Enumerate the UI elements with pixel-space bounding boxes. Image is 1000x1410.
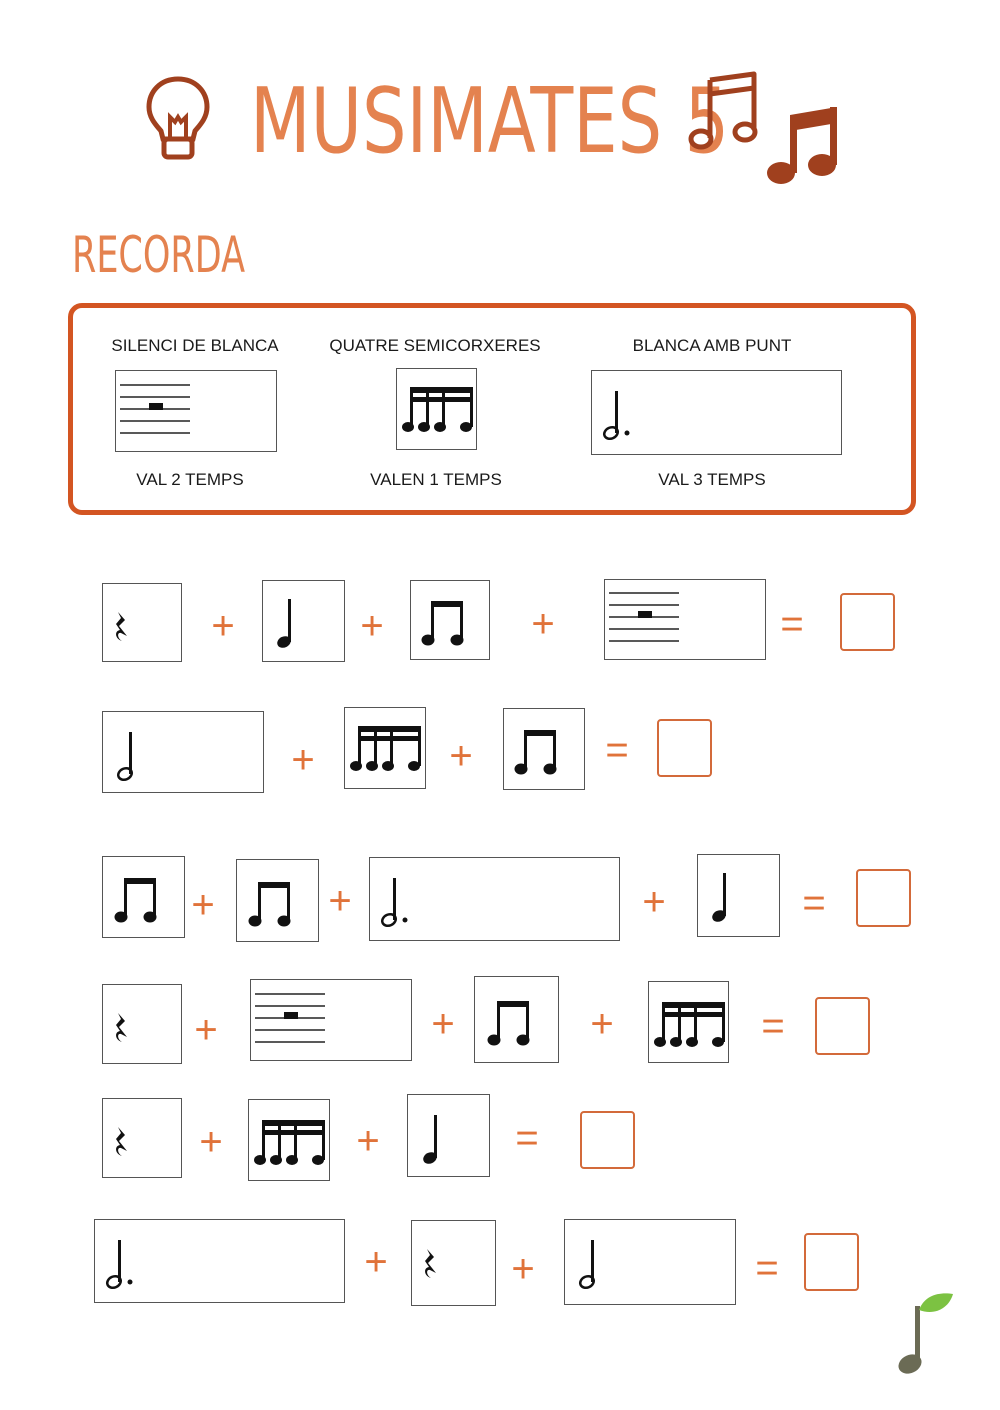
plus-sign: +	[531, 602, 555, 646]
remember-symbol-half-rest	[115, 370, 277, 452]
plus-sign: +	[194, 1008, 218, 1052]
plus-sign: +	[199, 1120, 223, 1164]
plus-sign: +	[328, 879, 352, 923]
plus-sign: +	[511, 1247, 535, 1291]
exercise-5-quarter-rest	[102, 1098, 182, 1178]
plus-sign: +	[590, 1002, 614, 1046]
plus-sign: +	[211, 604, 235, 648]
dotted-half-symbol	[95, 1220, 346, 1304]
equals-sign: =	[761, 1004, 785, 1048]
exercise-5-four-sixteenths	[248, 1099, 330, 1181]
two-eighths-symbol	[103, 857, 186, 939]
exercise-3-two-eighths-b	[236, 859, 319, 942]
exercise-6-answer-box[interactable]	[804, 1233, 859, 1291]
exercise-4-quarter-rest	[102, 984, 182, 1064]
half-rest-symbol	[116, 371, 278, 453]
plus-sign: +	[191, 883, 215, 927]
plus-sign: +	[431, 1002, 455, 1046]
remember-value-half-rest: VAL 2 TEMPS	[136, 470, 244, 489]
two-eighths-symbol	[504, 709, 586, 791]
four-sixteenths-symbol	[649, 982, 730, 1064]
quarter-rest-symbol	[103, 584, 183, 663]
four-sixteenths-symbol	[249, 1100, 331, 1182]
remember-symbol-dotted-half	[591, 370, 842, 455]
equals-sign: =	[780, 602, 804, 646]
exercise-6-quarter-rest	[411, 1220, 496, 1306]
remember-value-four-sixteenths: VALEN 1 TEMPS	[370, 470, 502, 489]
equals-sign: =	[755, 1246, 779, 1290]
exercise-1-half-rest	[604, 579, 766, 660]
quarter-note-symbol	[698, 855, 781, 938]
remember-label-four-sixteenths: QUATRE SEMICORXERES	[329, 336, 541, 355]
quarter-rest-symbol	[103, 985, 183, 1065]
plus-sign: +	[642, 880, 666, 924]
plus-sign: +	[449, 734, 473, 778]
half-rest-symbol	[251, 980, 413, 1062]
four-sixteenths-symbol	[397, 369, 478, 451]
exercise-4-four-sixteenths	[648, 981, 729, 1063]
exercise-3-dotted-half	[369, 857, 620, 941]
lightbulb-icon	[145, 75, 211, 161]
exercise-2-two-eighths	[503, 708, 585, 790]
exercise-1-two-eighths	[410, 580, 490, 660]
remember-symbol-four-sixteenths	[396, 368, 477, 450]
exercise-2-answer-box[interactable]	[657, 719, 712, 777]
eighth-notes-outline-icon	[688, 70, 760, 154]
quarter-note-symbol	[408, 1095, 491, 1178]
equals-sign: =	[605, 728, 629, 772]
exercise-1-quarter-note	[262, 580, 345, 662]
half-note-symbol	[565, 1220, 737, 1306]
equals-sign: =	[515, 1116, 539, 1160]
two-eighths-symbol	[475, 977, 560, 1064]
quarter-rest-symbol	[412, 1221, 497, 1307]
dotted-half-symbol	[592, 371, 843, 456]
section-heading: RECORDA	[72, 226, 246, 284]
plus-sign: +	[356, 1119, 380, 1163]
equals-sign: =	[802, 881, 826, 925]
exercise-4-half-rest	[250, 979, 412, 1061]
exercise-4-answer-box[interactable]	[815, 997, 870, 1055]
two-eighths-symbol	[411, 581, 491, 661]
two-eighths-symbol	[237, 860, 320, 943]
exercise-6-dotted-half	[94, 1219, 345, 1303]
exercise-4-two-eighths	[474, 976, 559, 1063]
exercise-1-quarter-rest	[102, 583, 182, 662]
exercise-1-answer-box[interactable]	[840, 593, 895, 651]
music-note-leaf-logo	[895, 1290, 957, 1376]
page-title: MUSIMATES 5	[250, 69, 730, 174]
quarter-rest-symbol	[103, 1099, 183, 1179]
plus-sign: +	[364, 1240, 388, 1284]
exercise-5-answer-box[interactable]	[580, 1111, 635, 1169]
exercise-2-four-sixteenths	[344, 707, 426, 789]
half-rest-symbol	[605, 580, 767, 661]
dotted-half-symbol	[370, 858, 621, 942]
remember-value-dotted-half: VAL 3 TEMPS	[658, 470, 766, 489]
exercise-5-quarter-note	[407, 1094, 490, 1177]
exercise-2-half-note	[102, 711, 264, 793]
remember-label-dotted-half: BLANCA AMB PUNT	[632, 336, 792, 355]
exercise-6-half-note	[564, 1219, 736, 1305]
exercise-3-answer-box[interactable]	[856, 869, 911, 927]
exercise-3-two-eighths-a	[102, 856, 185, 938]
plus-sign: +	[360, 604, 384, 648]
four-sixteenths-symbol	[345, 708, 427, 790]
half-note-symbol	[103, 712, 265, 794]
eighth-notes-filled-icon	[765, 103, 843, 187]
remember-label-half-rest: SILENCI DE BLANCA	[111, 336, 279, 355]
plus-sign: +	[291, 738, 315, 782]
quarter-note-symbol	[263, 581, 346, 663]
exercise-3-quarter-note	[697, 854, 780, 937]
